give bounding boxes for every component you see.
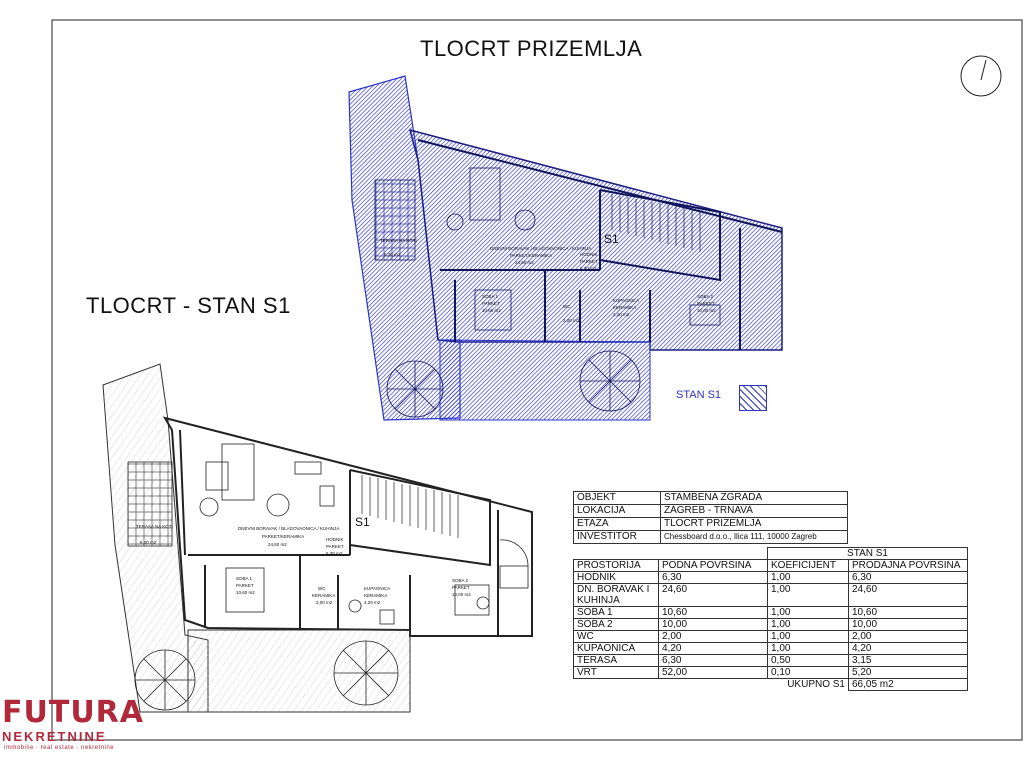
top-room2-floor: PARKET xyxy=(697,301,715,306)
legend-label: STAN S1 xyxy=(676,389,722,401)
info-key: LOKACIJA xyxy=(574,505,661,518)
top-room2-area: 10,00 m2 xyxy=(697,308,716,313)
table-row xyxy=(574,619,968,631)
table-row xyxy=(574,584,968,607)
rooms-header-cell: PODNA POVRSINA xyxy=(659,560,768,572)
rooms-cell: 1,00 xyxy=(768,607,849,619)
top-room1-label: SOBA 1 xyxy=(482,294,499,299)
rooms-cell: 4,20 xyxy=(659,643,768,655)
bottom-room2-area: 10,00 m2 xyxy=(452,592,471,597)
rooms-header-cell: PRODAJNA POVRSINA xyxy=(849,560,968,572)
rooms-cell: 2,00 xyxy=(849,631,968,643)
legend-hatch-swatch xyxy=(739,385,767,411)
bottom-unit-label: S1 xyxy=(355,515,370,529)
info-value: TLOCRT PRIZEMLJA xyxy=(661,518,848,531)
plan-top-highlighted xyxy=(349,76,782,420)
rooms-cell: TERASA xyxy=(574,655,659,667)
bottom-wc-area: 2,00 m2 xyxy=(316,600,333,605)
top-living-floor: PARKET/KERAMIKA xyxy=(510,253,553,258)
top-terrace-label: TERASA NA KOTI xyxy=(380,238,417,243)
rooms-cell: 10,60 xyxy=(659,607,768,619)
rooms-cell: 10,60 xyxy=(849,607,968,619)
rooms-cell: KUPAONICA xyxy=(574,643,659,655)
info-row xyxy=(574,505,848,518)
info-row xyxy=(574,518,848,531)
top-bath-floor: KERAMIKA xyxy=(613,305,637,310)
bottom-bath-floor: KERAMIKA xyxy=(364,593,388,598)
rooms-cell: 5,20 xyxy=(849,667,968,679)
bottom-living-label: DNEVNI BORAVAK / BLAGOVAONICA / KUHINJA xyxy=(238,526,340,531)
top-hall-label: HODNIK xyxy=(580,252,598,257)
rooms-cell: 6,30 xyxy=(659,572,768,584)
info-row xyxy=(574,492,848,505)
top-room1-floor: PARKET xyxy=(482,301,500,306)
rooms-cell: 0,10 xyxy=(768,667,849,679)
top-bath-label: KUPAONICA xyxy=(613,298,640,303)
top-wc-label: WC xyxy=(563,304,571,309)
bottom-room1-label: SOBA 1 xyxy=(236,576,253,581)
logo-tagline: immobilie · real estate · nekretnine xyxy=(4,745,115,751)
page-title: TLOCRT PRIZEMLJA xyxy=(420,36,643,61)
bottom-wc-label: WC xyxy=(318,586,326,591)
bottom-room2-label: SOBA 2 xyxy=(452,578,469,583)
top-wc-area: 2,00 m2 xyxy=(563,318,580,323)
project-info-table xyxy=(573,491,848,544)
rooms-cell: 4,20 xyxy=(849,643,968,655)
rooms-cell: HODNIK xyxy=(574,572,659,584)
rooms-cell: 1,00 xyxy=(768,584,849,607)
rooms-cell: 1,00 xyxy=(768,631,849,643)
rooms-table-title: STAN S1 xyxy=(768,548,968,560)
rooms-cell: DN. BORAVAK I KUHINJA xyxy=(574,584,659,607)
info-key: OBJEKT xyxy=(574,492,661,505)
rooms-cell: SOBA 2 xyxy=(574,619,659,631)
bottom-room1-area: 10,60 m2 xyxy=(236,590,255,595)
bottom-terrace-area: 6,30 m2 xyxy=(140,540,157,545)
top-room2-label: SOBA 2 xyxy=(697,294,714,299)
top-living-label: DNEVNI BORAVAK / BLAGOVAONICA / KUHINJA xyxy=(490,246,592,251)
rooms-cell: 3,15 xyxy=(849,655,968,667)
rooms-cell: 24,60 xyxy=(849,584,968,607)
plan-subtitle: TLOCRT - STAN S1 xyxy=(86,293,291,318)
rooms-cell: 6,30 xyxy=(659,655,768,667)
bottom-hall-label: HODNIK xyxy=(326,537,344,542)
bottom-terrace-label: TERASA NA KOTI xyxy=(136,524,173,529)
rooms-header-cell: KOEFICIJENT xyxy=(768,560,849,572)
table-row xyxy=(574,643,968,655)
rooms-cell: 2,00 xyxy=(659,631,768,643)
rooms-cell: WC xyxy=(574,631,659,643)
rooms-cell: 1,00 xyxy=(768,572,849,584)
bottom-bath-label: KUPAONICA xyxy=(364,586,391,591)
logo-subtitle: NEKRETNINE xyxy=(2,729,107,744)
bottom-room1-floor: PARKET xyxy=(236,583,254,588)
info-value: ZAGREB - TRNAVA xyxy=(661,505,848,518)
info-value: Chessboard d.o.o., Ilica 111, 10000 Zagreb xyxy=(661,531,848,544)
top-living-area: 24,60 m2 xyxy=(515,260,534,265)
bottom-wc-floor: KERAMIKA xyxy=(312,593,336,598)
north-arrow-icon xyxy=(961,56,1001,96)
table-row xyxy=(574,572,968,584)
info-row xyxy=(574,531,848,544)
info-key: ETAZA xyxy=(574,518,661,531)
rooms-cell: SOBA 1 xyxy=(574,607,659,619)
table-row xyxy=(574,655,968,667)
bottom-bath-area: 4,20 m2 xyxy=(364,600,381,605)
table-row xyxy=(574,631,968,643)
company-logo xyxy=(0,695,160,755)
info-value: STAMBENA ZGRADA xyxy=(661,492,848,505)
rooms-cell: 10,00 xyxy=(849,619,968,631)
rooms-header-row xyxy=(574,560,968,572)
rooms-cell: VRT xyxy=(574,667,659,679)
logo-wordmark: FUTURA xyxy=(2,695,144,730)
info-key: INVESTITOR xyxy=(574,531,661,544)
rooms-cell: 10,00 xyxy=(659,619,768,631)
table-row xyxy=(574,607,968,619)
rooms-total-label: UKUPNO S1 xyxy=(787,679,845,690)
rooms-header-cell: PROSTORIJA xyxy=(574,560,659,572)
rooms-area-table xyxy=(573,547,968,691)
bottom-living-area: 24,60 m2 xyxy=(268,542,287,547)
rooms-total-value: 66,05 m2 xyxy=(849,679,968,691)
top-hall-area: 6,30 m2 xyxy=(580,266,597,271)
top-room1-area: 10,60 m2 xyxy=(482,308,501,313)
table-row xyxy=(574,667,968,679)
top-unit-label: S1 xyxy=(604,232,619,246)
bottom-room2-floor: PARKET xyxy=(452,585,470,590)
rooms-cell: 1,00 xyxy=(768,619,849,631)
rooms-cell: 24,60 xyxy=(659,584,768,607)
rooms-total-row xyxy=(574,679,968,691)
top-terrace-area: 6,30 m2 xyxy=(384,252,401,257)
top-bath-area: 4,20 m2 xyxy=(613,312,630,317)
top-hall-floor: PARKET xyxy=(580,259,598,264)
rooms-cell: 52,00 xyxy=(659,667,768,679)
bottom-living-floor: PARKET/KERAMIKA xyxy=(262,534,305,539)
rooms-cell: 0,50 xyxy=(768,655,849,667)
bottom-hall-area: 6,30 m2 xyxy=(326,551,343,556)
bottom-hall-floor: PARKET xyxy=(326,544,344,549)
rooms-cell: 1,00 xyxy=(768,643,849,655)
rooms-cell: 6,30 xyxy=(849,572,968,584)
